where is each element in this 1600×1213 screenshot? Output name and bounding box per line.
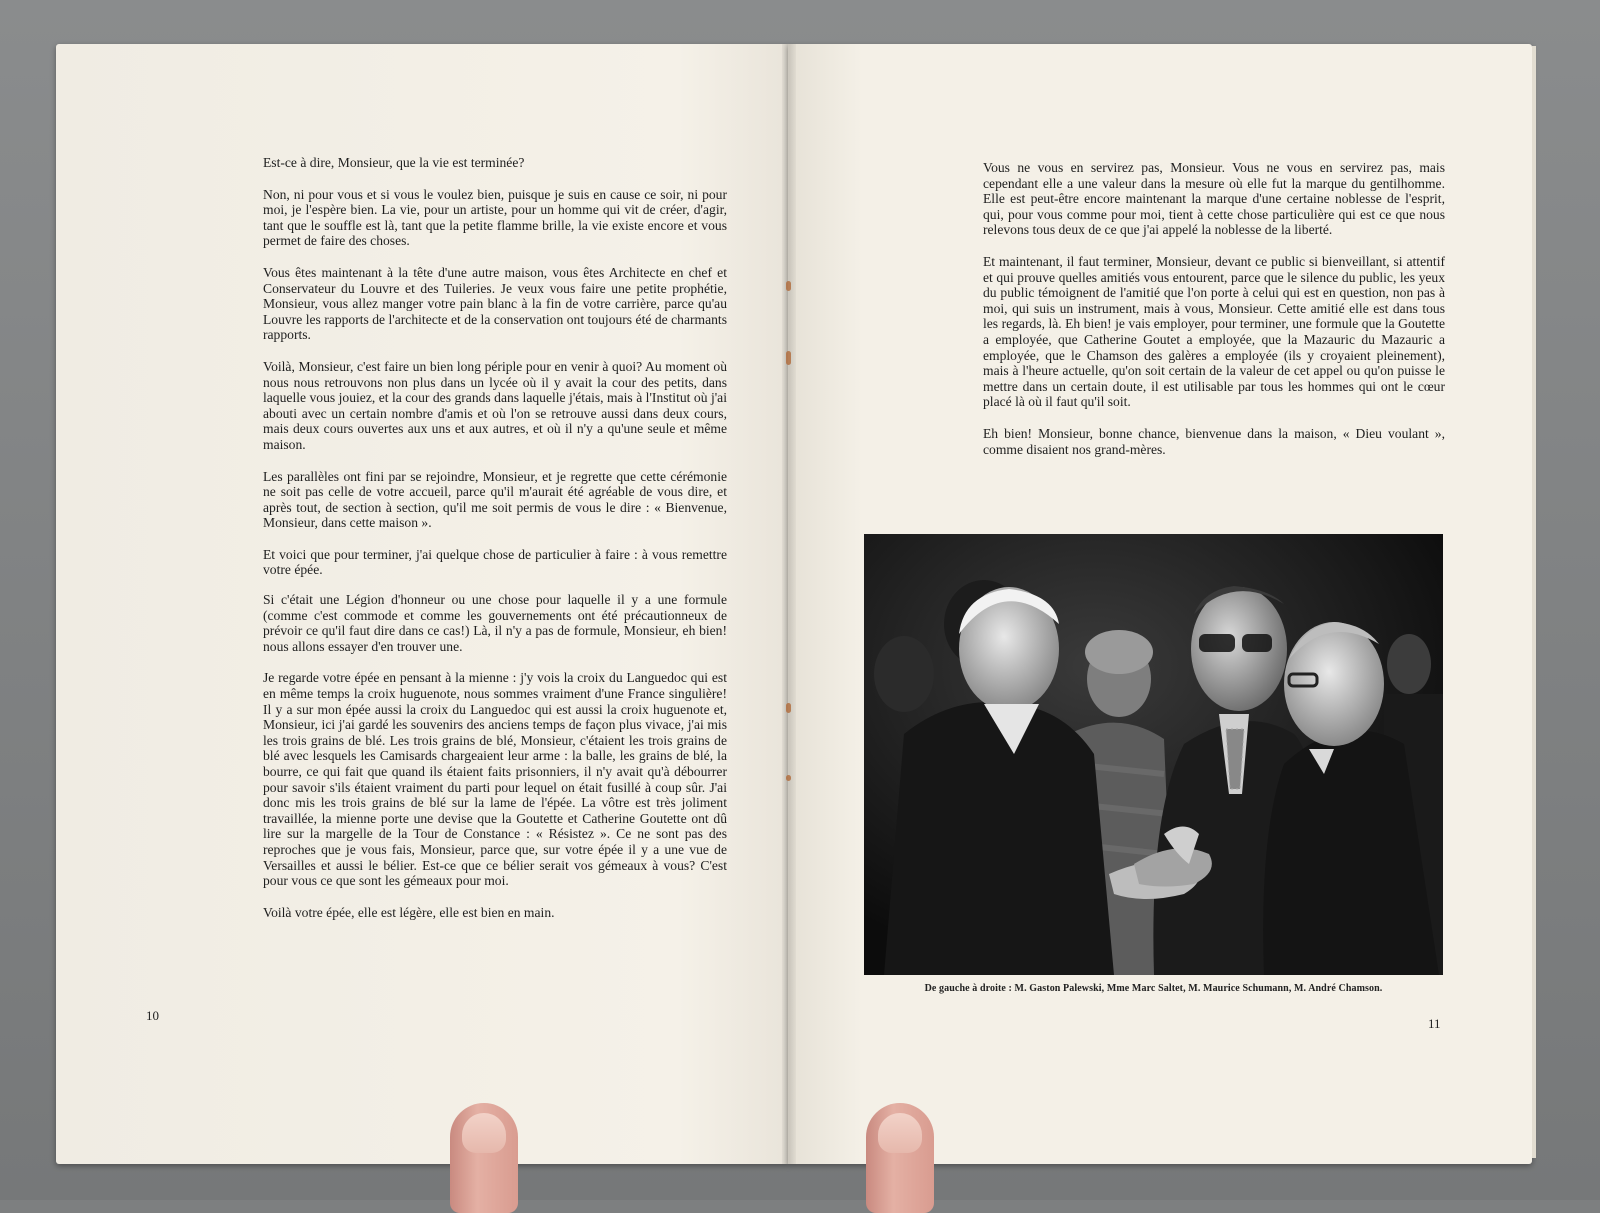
paragraph: Est-ce à dire, Monsieur, que la vie est terminée? <box>263 155 525 170</box>
paragraph: Vous êtes maintenant à la tête d'une autre maison, vous êtes Architecte en chef et Conservateur du Louvre et des Tuileries. Je veux vous faire une petite prophétie, Monsieur, vous allez manger votre pain blanc à la fin de votre carrière, parce qu'au Louvre les rapports de l'architecte et de la conservation ont toujours été de charmants rapports. <box>263 264 727 343</box>
binding-stain <box>786 281 791 291</box>
paragraph: Eh bien! Monsieur, bonne chance, bienvenue dans la maison, « Dieu voulant », comme disaient nos grand-mères. <box>983 425 1445 457</box>
page-number-left: 10 <box>146 1008 159 1023</box>
paragraph: Et maintenant, il faut terminer, Monsieur, devant ce public si bienveillant, si attentif et qui prouve quelles amitiés vous entourent, parce que le silence du public, les yeux du public témoignent de l'amitié que l'on porte à celui qui est en question, non pas à moi, qui suis un instrument, mais à vous, Monsieur. Cette amitié elle est dans tous les regards, là. Eh bien! je vais employer, pour terminer, une formule que la Goutette a employée, que Catherine Goutet a employée, que la Mazauric du Mazauric a employée, que le Chamson des galères a employée (ils y croyaient pleinement), mais à l'heure actuelle, qu'on soit certain de la valeur de cet appel ou qu'on puisse le mettre dans un certain doute, il est utilisable par tous les hommes qui ont le cœur placé là où il faut qu'il soit. <box>983 253 1445 410</box>
binding-stain <box>786 351 791 365</box>
photo-illustration <box>864 534 1443 975</box>
paragraph: Vous ne vous en servirez pas, Monsieur. Vous ne vous en servirez pas, mais cependant elle a une valeur dans la mesure où elle fut la marque du gentilhomme. Elle est peut-être encore maintenant la marque d'une certaine noblesse de l'esprit, qui, pour vous comme pour moi, tient à cette chose particulière qui est ce que nous relevons tous deux de ce que j'ai appelé la noblesse de la liberté. <box>983 160 1445 238</box>
binding-stain <box>786 775 791 781</box>
paragraph: Voilà, Monsieur, c'est faire un bien long périple pour en venir à quoi? Au moment où nous nous retrouvons non plus dans un lycée où il y avait la cour des petits, dans laquelle vous jouiez, et la cour des grands dans laquelle j'étais, mais à l'Institut où j'ai abouti avec un certain nombre d'amis et où l'on se retrouve aussi dans deux cours, mais deux cours ouvertes aux uns et aux autres, et où il n'y a qu'une seule et même maison. <box>263 358 727 452</box>
book-spine <box>782 44 796 1164</box>
photo-caption: De gauche à droite : M. Gaston Palewski, Mme Marc Saltet, M. Maurice Schumann, M. André Chamson. <box>924 983 1383 994</box>
photograph <box>864 534 1443 975</box>
thumbnail-nail <box>462 1113 506 1153</box>
right-page-text <box>983 160 1445 473</box>
paragraph: Et voici que pour terminer, j'ai quelque chose de particulier à faire : à vous remettre votre épée. <box>263 546 727 578</box>
left-page-text <box>263 155 727 936</box>
paragraph: Je regarde votre épée en pensant à la mienne : j'y vois la croix du Languedoc qui est en même temps la croix huguenote, nous sommes vraiment d'une France singulière! Il y a sur mon épée aussi la croix du Languedoc qui est aussi la croix huguenote et, Monsieur, ici j'ai gardé les souvenirs des anciens temps de façon plus vivace, j'ai mis les trois grains de blé. Les trois grains de blé, Monsieur, c'étaient les trois grains de blé avec lesquels les Camisards chargeaient leur arme : la balle, les grains de blé, la bourre, ce qui fait que quand ils étaient faits prisonniers, il n'y avait qu'à débourrer pour savoir s'ils étaient vraiment du parti pour lequel on était fusillé à coup sûr. J'ai donc mis les trois grains de blé sur la lame de l'épée. La vôtre est très joliment travaillée, la mienne porte une devise que la Goutette et Catherine Goutette ont dû lire sur la margelle de la Tour de Constance : « Résistez ». Ce ne sont pas des reproches que je vous fais, Monsieur, parce que, sur votre épée il y a une vue de Versailles et aussi le bélier. Est-ce que ce bélier serait vos gémeaux à vous? C'est pour vous ce que sont les gémeaux pour moi. <box>263 670 727 889</box>
binding-stain <box>786 703 791 713</box>
thumbnail-nail <box>878 1113 922 1153</box>
paragraph: Les parallèles ont fini par se rejoindre, Monsieur, et je regrette que cette cérémonie ne soit pas celle de votre accueil, parce qu'il m'aurait été agréable de vous dire, et après tout, de section à section, qu'il me soit permis de vous le dire : « Bienvenue, Monsieur, dans cette maison ». <box>263 468 727 531</box>
page-edge <box>1532 46 1536 1158</box>
paragraph: Non, ni pour vous et si vous le voulez bien, puisque je suis en cause ce soir, ni pour moi, je l'espère bien. La vie, pour un artiste, pour un homme qui vit de créer, d'agir, tant que le souffle est là, tant que la petite flamme brille, la vie existe encore et vous permet de faire des choses. <box>263 186 727 249</box>
left-thumb <box>450 1103 518 1213</box>
page-number-right: 11 <box>1428 1016 1441 1031</box>
paragraph: Voilà votre épée, elle est légère, elle est bien en main. <box>263 904 555 920</box>
right-thumb <box>866 1103 934 1213</box>
paragraph: Si c'était une Légion d'honneur ou une chose pour laquelle il y a une formule (comme c'est commode et comme les gouvernements ont été précautionneux de prévoir ce qu'il faut dire dans ce cas!) Là, il n'y a pas de formule, Monsieur, eh bien! nous allons essayer d'en trouver une. <box>263 592 727 654</box>
